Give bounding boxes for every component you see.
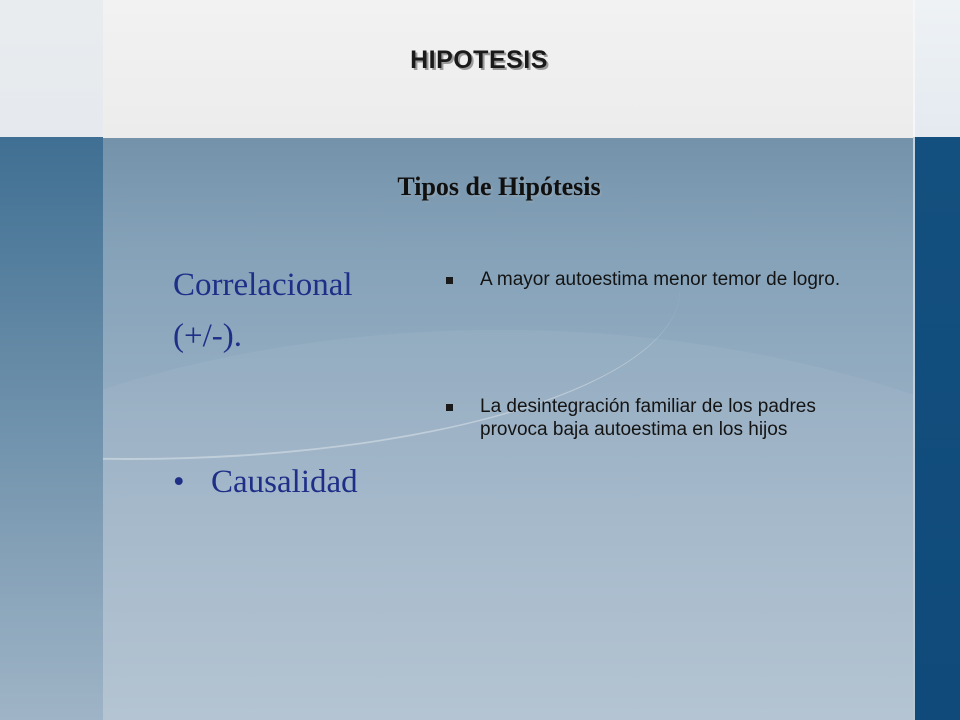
term-correlacional: Correlacional [173, 267, 353, 303]
term-causalidad-item [173, 460, 358, 504]
hypothesis-types-column [173, 262, 413, 360]
slide-subtitle: Tipos de Hipótesis [397, 172, 601, 201]
left-band [0, 0, 103, 720]
examples-column [442, 268, 862, 441]
list-item [442, 268, 862, 291]
example-text: La desintegración familiar de los padres provoca baja autoestima en los hijos [480, 396, 816, 440]
slide-title: HIPOTESIS [410, 46, 548, 74]
term-causalidad: Causalidad [211, 464, 358, 500]
bullet-dot-icon: • [173, 464, 185, 500]
term-correlacional-sign: (+/-). [173, 318, 242, 354]
square-bullet-icon [446, 277, 453, 284]
right-band [915, 0, 960, 720]
example-text: A mayor autoestima menor temor de logro. [480, 269, 841, 290]
square-bullet-icon [446, 404, 453, 411]
list-item [442, 395, 862, 441]
